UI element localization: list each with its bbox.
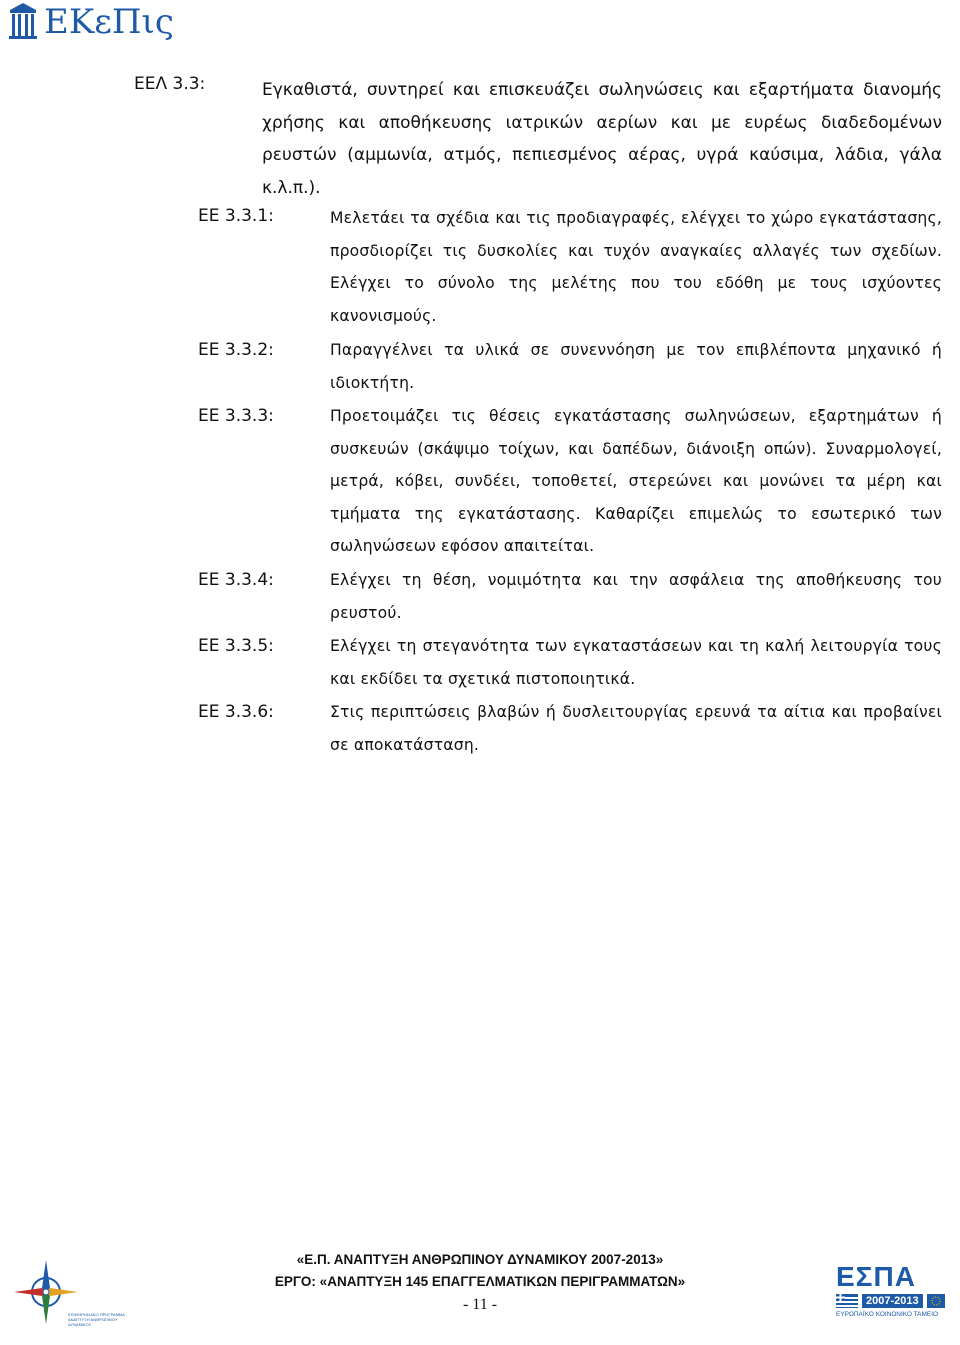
- footer-programme: «Ε.Π. ΑΝΑΠΤΥΞΗ ΑΝΘΡΩΠΙΝΟΥ ΔΥΝΑΜΙΚΟΥ 2007-2013»: [296, 1252, 664, 1267]
- item-text: Μελετάει τα σχέδια και τις προδιαγραφές, ελέγχει το χώρο εγκατάστασης, προσδιορίζει τις δυσκολίες και τυχόν αναγκαίες αλλαγές των σχεδίων. Ελέγχει το σύνολο της μελέτης που του εδόθη με τους ισχύοντες κανονισμούς.: [330, 209, 942, 325]
- item-text: Παραγγέλνει τα υλικά σε συνεννόηση με τον επιβλέποντα μηχανικό ή ιδιοκτήτη.: [330, 341, 942, 392]
- logo-text: ΕΚεΠις: [44, 2, 174, 42]
- item-code: ΕΕ 3.3.4:: [198, 570, 274, 590]
- ekepis-logo: [8, 2, 174, 44]
- footer-project: ΕΡΓΟ: «ΑΝΑΠΤΥΞΗ 145 ΕΠΑΓΓΕΛΜΑΤΙΚΩΝ ΠΕΡΙΓΡΑΜΜΑΤΩΝ»: [274, 1274, 686, 1289]
- item-code: ΕΕ 3.3.5:: [198, 636, 274, 656]
- item-text: Στις περιπτώσεις βλαβών ή δυσλειτουργίας ερευνά τα αίτια και προβαίνει σε αποκατάσταση.: [330, 703, 942, 754]
- espa-caption: ΕΥΡΩΠΑΪΚΟ ΚΟΙΝΩΝΙΚΟ ΤΑΜΕΙΟ: [836, 1311, 939, 1318]
- unit-code: ΕΕΛ 3.3:: [134, 74, 206, 94]
- unit-description: Εγκαθιστά, συντηρεί και επισκευάζει σωληνώσεις και εξαρτήματα διανομής χρήσης και αποθήκευσης ιατρικών αερίων και με ευρέως διαδεδομένων ρευστών (αμμωνία, ατμός, πεπιεσμένος αέρας, υγρά καύσιμα, λάδια, γάλα κ.λ.π.).: [262, 80, 942, 198]
- operational-programme-caption: ΕΠΙΧΕΙΡΗΣΙΑΚΟ ΠΡΟΓΡΑΜΜΑ ΑΝΑΠΤΥΞΗ ΑΝΘΡΩΠΙΝΟΥ ΔΥΝΑΜΙΚΟΥ: [68, 1312, 125, 1327]
- item-code: ΕΕ 3.3.1:: [198, 206, 274, 226]
- item-text: Ελέγχει τη θέση, νομιμότητα και την ασφάλεια της αποθήκευσης του ρευστού.: [330, 571, 942, 622]
- item-code: ΕΕ 3.3.6:: [198, 702, 274, 722]
- eu-flag-icon: [927, 1294, 945, 1308]
- espa-logo: ΕΣΠΑ 2007-2013 ΕΥΡΩΠΑΪΚΟ ΚΟΙΝΩΝΙΚΟ ΤΑΜΕΙΟ: [836, 1262, 952, 1332]
- item-text: Προετοιμάζει τις θέσεις εγκατάστασης σωληνώσεων, εξαρτημάτων ή συσκευών (σκάψιμο τοίχων, και δαπέδων, διάνοιξη οπών). Συναρμολογεί, μετρά, κόβει, συνδέει, τοποθετεί, στερεώνει και μονώνει τα μέρη και τμήματα της εγκατάστασης. Καθαρίζει επιμελώς το εσωτερικό των σωληνώσεων εφόσον απαιτείται.: [330, 407, 942, 556]
- greek-flag-icon: [836, 1294, 858, 1308]
- item-text: Ελέγχει τη στεγανότητα των εγκαταστάσεων και τη καλή λειτουργία τους και εκδίδει τα σχετικά πιστοποιητικά.: [330, 637, 942, 688]
- item-code: ΕΕ 3.3.2:: [198, 340, 274, 360]
- page-number: - 11 -: [462, 1296, 498, 1313]
- item-code: ΕΕ 3.3.3:: [198, 406, 274, 426]
